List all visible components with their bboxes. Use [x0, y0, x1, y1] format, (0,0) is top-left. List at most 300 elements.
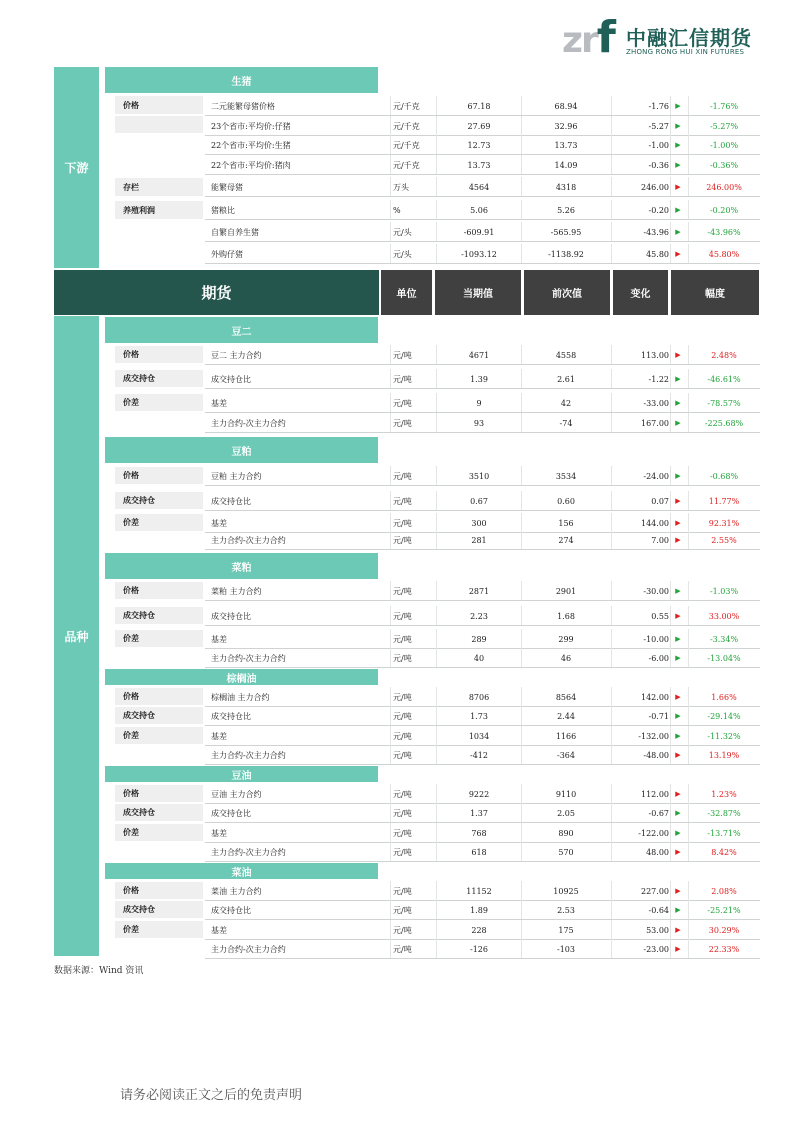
table-row: [205, 155, 760, 175]
column-divider: [390, 491, 391, 511]
column-divider: [670, 393, 671, 413]
column-divider: [670, 581, 671, 601]
column-divider: [436, 393, 437, 413]
column-divider: [521, 745, 522, 765]
current-value: 12.73: [467, 140, 491, 150]
column-divider: [521, 706, 522, 726]
row-divider: [205, 549, 760, 550]
indicator-name: 二元能繁母猪价格: [211, 101, 275, 111]
range-value: -29.14%: [707, 711, 741, 721]
previous-value: 890: [558, 828, 574, 838]
category-price: 价格: [115, 688, 203, 705]
down-flag-icon: ▶: [675, 122, 681, 130]
category-volume: 成交持仓: [115, 901, 203, 918]
change-value: 227.00: [641, 886, 669, 896]
column-divider: [688, 606, 689, 626]
indicator-name: 成交持仓比: [211, 711, 251, 721]
column-unit: 单位: [381, 270, 432, 315]
current-value: 1.39: [470, 374, 488, 384]
column-divider: [670, 345, 671, 365]
down-flag-icon: ▶: [675, 102, 681, 110]
up-flag-icon: ▶: [675, 497, 681, 505]
column-divider: [611, 784, 612, 804]
up-flag-icon: ▶: [675, 351, 681, 359]
unit-cell: 元/吨: [393, 653, 412, 663]
table-row: [205, 606, 760, 626]
section-title: 菜油: [105, 863, 378, 879]
previous-value: 0.60: [557, 496, 575, 506]
change-value: 167.00: [641, 418, 669, 428]
indicator-name: 成交持仓比: [211, 905, 251, 915]
previous-value: -1138.92: [548, 249, 584, 259]
row-divider: [205, 667, 760, 668]
column-divider: [521, 155, 522, 175]
table-row: [205, 581, 760, 601]
previous-value: 32.96: [554, 121, 578, 131]
unit-cell: 元/千克: [393, 160, 420, 170]
current-value: 5.06: [470, 205, 488, 215]
column-divider: [521, 177, 522, 197]
column-change: 变化: [613, 270, 668, 315]
current-value: 8706: [468, 692, 490, 702]
column-divider: [390, 842, 391, 862]
range-value: 45.80%: [708, 249, 740, 259]
category-price-downstream: 价格: [115, 96, 203, 114]
column-divider: [688, 629, 689, 649]
up-flag-icon: ▶: [675, 519, 681, 527]
column-divider: [688, 648, 689, 668]
column-divider: [436, 687, 437, 707]
column-previous: 前次值: [524, 270, 610, 315]
range-value: -13.71%: [707, 828, 741, 838]
unit-cell: 元/吨: [393, 905, 412, 915]
disclaimer-footer: 请务必阅读正文之后的免责声明: [120, 1088, 303, 1103]
indicator-name: 23个省市:平均价:仔猪: [211, 121, 291, 131]
range-value: -3.34%: [709, 634, 739, 644]
column-divider: [521, 116, 522, 136]
column-divider: [390, 413, 391, 433]
column-divider: [521, 369, 522, 389]
range-value: 2.08%: [711, 886, 737, 896]
column-divider: [390, 581, 391, 601]
table-row: [205, 135, 760, 155]
range-value: -1.03%: [709, 586, 739, 596]
table-row: [205, 726, 760, 746]
unit-cell: 元/吨: [393, 398, 412, 408]
column-divider: [436, 530, 437, 550]
column-divider: [390, 466, 391, 486]
column-divider: [436, 345, 437, 365]
range-value: -25.21%: [707, 905, 741, 915]
down-flag-icon: ▶: [675, 809, 681, 817]
column-divider: [521, 900, 522, 920]
column-divider: [390, 155, 391, 175]
previous-value: 14.09: [554, 160, 578, 170]
previous-value: -565.95: [550, 227, 582, 237]
range-value: -225.68%: [704, 418, 744, 428]
previous-value: 1.68: [557, 611, 575, 621]
unit-cell: 元/吨: [393, 789, 412, 799]
section-title: 菜粕: [105, 553, 378, 579]
category-volume: 成交持仓: [115, 707, 203, 724]
column-divider: [688, 413, 689, 433]
section-title: 豆油: [105, 766, 378, 782]
current-value: 618: [471, 847, 487, 857]
down-flag-icon: ▶: [675, 161, 681, 169]
up-flag-icon: ▶: [675, 887, 681, 895]
column-divider: [436, 606, 437, 626]
column-divider: [436, 581, 437, 601]
unit-cell: 元/吨: [393, 496, 412, 506]
indicator-name: 猪粮比: [211, 205, 235, 215]
column-divider: [670, 939, 671, 959]
row-divider: [205, 625, 760, 626]
column-divider: [670, 491, 671, 511]
current-value: 228: [471, 925, 487, 935]
column-divider: [390, 530, 391, 550]
up-flag-icon: ▶: [675, 612, 681, 620]
column-divider: [390, 606, 391, 626]
column-divider: [611, 648, 612, 668]
down-flag-icon: ▶: [675, 654, 681, 662]
column-divider: [611, 244, 612, 264]
table-row: [205, 920, 760, 940]
change-value: 112.00: [641, 789, 669, 799]
current-value: 67.18: [467, 101, 491, 111]
column-divider: [390, 96, 391, 116]
up-flag-icon: ▶: [675, 693, 681, 701]
column-divider: [688, 222, 689, 242]
column-divider: [611, 803, 612, 823]
unit-cell: 元/吨: [393, 535, 412, 545]
column-divider: [670, 530, 671, 550]
unit-cell: 元/吨: [393, 944, 412, 954]
column-divider: [521, 491, 522, 511]
column-divider: [670, 96, 671, 116]
column-divider: [611, 96, 612, 116]
column-divider: [688, 706, 689, 726]
table-row: [205, 369, 760, 389]
column-divider: [521, 222, 522, 242]
column-divider: [688, 116, 689, 136]
current-value: 768: [471, 828, 487, 838]
current-value: 27.69: [467, 121, 491, 131]
column-divider: [611, 706, 612, 726]
column-divider: [390, 803, 391, 823]
up-flag-icon: ▶: [675, 536, 681, 544]
column-divider: [688, 900, 689, 920]
range-value: -1.76%: [709, 101, 739, 111]
column-divider: [611, 466, 612, 486]
logo-mark: zrf: [562, 12, 614, 63]
column-divider: [436, 881, 437, 901]
up-flag-icon: ▶: [675, 926, 681, 934]
change-value: -43.96: [643, 227, 669, 237]
column-divider: [670, 369, 671, 389]
column-divider: [390, 345, 391, 365]
column-divider: [521, 784, 522, 804]
column-divider: [436, 96, 437, 116]
current-value: 4671: [468, 350, 490, 360]
range-value: -78.57%: [707, 398, 741, 408]
column-divider: [670, 842, 671, 862]
column-divider: [521, 606, 522, 626]
current-value: 1034: [468, 731, 490, 741]
column-divider: [611, 345, 612, 365]
section-title: 豆粕: [105, 437, 378, 463]
unit-cell: 元/吨: [393, 808, 412, 818]
futures-title: 期货: [201, 284, 232, 302]
current-value: -126: [470, 944, 488, 954]
indicator-name: 基差: [211, 634, 227, 644]
column-divider: [688, 881, 689, 901]
range-value: -13.04%: [707, 653, 741, 663]
change-value: -24.00: [643, 471, 669, 481]
category-price-filler: [115, 116, 203, 133]
column-divider: [390, 823, 391, 843]
column-divider: [521, 581, 522, 601]
column-divider: [390, 745, 391, 765]
current-value: 281: [471, 535, 487, 545]
company-name-en: ZHONG RONG HUI XIN FUTURES: [626, 48, 745, 56]
indicator-name: 豆粕 主力合约: [211, 471, 262, 481]
column-divider: [521, 96, 522, 116]
category-volume: 成交持仓: [115, 607, 203, 624]
indicator-name: 主力合约-次主力合约: [211, 653, 286, 663]
column-divider: [611, 939, 612, 959]
column-divider: [521, 803, 522, 823]
unit-cell: 元/吨: [393, 828, 412, 838]
column-divider: [521, 842, 522, 862]
column-divider: [611, 222, 612, 242]
current-value: 300: [471, 518, 487, 528]
unit-cell: 元/千克: [393, 121, 420, 131]
column-divider: [670, 726, 671, 746]
column-divider: [670, 823, 671, 843]
up-flag-icon: ▶: [675, 945, 681, 953]
column-divider: [521, 648, 522, 668]
up-flag-icon: ▶: [675, 250, 681, 258]
column-divider: [688, 135, 689, 155]
change-value: -0.36: [648, 160, 669, 170]
column-divider: [390, 920, 391, 940]
current-value: 289: [471, 634, 487, 644]
table-row: [205, 466, 760, 486]
down-flag-icon: ▶: [675, 375, 681, 383]
column-divider: [670, 200, 671, 220]
table-row: [205, 687, 760, 707]
indicator-name: 能繁母猪: [211, 182, 243, 192]
category-basis: 价差: [115, 727, 203, 744]
column-divider: [688, 177, 689, 197]
column-divider: [390, 939, 391, 959]
unit-cell: %: [393, 205, 401, 215]
column-divider: [688, 369, 689, 389]
change-value: 246.00: [641, 182, 669, 192]
unit-cell: 万头: [393, 182, 409, 192]
column-divider: [611, 530, 612, 550]
column-divider: [611, 726, 612, 746]
row-divider: [205, 958, 760, 959]
table-row: [205, 222, 760, 242]
column-divider: [390, 200, 391, 220]
table-row: [205, 244, 760, 264]
column-divider: [670, 803, 671, 823]
previous-value: 46: [560, 653, 572, 663]
column-divider: [611, 491, 612, 511]
indicator-name: 主力合约-次主力合约: [211, 418, 286, 428]
column-divider: [688, 466, 689, 486]
column-divider: [521, 629, 522, 649]
indicator-name: 主力合约-次主力合约: [211, 847, 286, 857]
section-title: 棕榈油: [105, 669, 378, 685]
column-divider: [390, 726, 391, 746]
indicator-name: 棕榈油 主力合约: [211, 692, 270, 702]
column-divider: [436, 200, 437, 220]
column-divider: [670, 687, 671, 707]
range-value: 1.66%: [711, 692, 737, 702]
unit-cell: 元/吨: [393, 518, 412, 528]
current-value: 40: [473, 653, 485, 663]
table-row: [205, 413, 760, 433]
table-row: [205, 784, 760, 804]
previous-value: -364: [557, 750, 575, 760]
column-divider: [688, 803, 689, 823]
category-volume: 成交持仓: [115, 370, 203, 387]
change-value: -122.00: [638, 828, 669, 838]
category-price: 价格: [115, 785, 203, 802]
previous-value: 2901: [555, 586, 577, 596]
column-divider: [521, 393, 522, 413]
column-divider: [670, 244, 671, 264]
column-divider: [611, 900, 612, 920]
down-flag-icon: ▶: [675, 712, 681, 720]
column-divider: [521, 345, 522, 365]
up-flag-icon: ▶: [675, 183, 681, 191]
current-value: -1093.12: [461, 249, 497, 259]
change-value: -132.00: [638, 731, 669, 741]
column-divider: [436, 939, 437, 959]
table-row: [205, 530, 760, 550]
column-divider: [390, 177, 391, 197]
previous-value: 299: [558, 634, 574, 644]
column-divider: [688, 345, 689, 365]
category-price: 价格: [115, 582, 203, 599]
section-title-hog: 生猪: [105, 67, 378, 93]
current-value: 9: [476, 398, 482, 408]
column-divider: [436, 413, 437, 433]
category-price: 价格: [115, 346, 203, 363]
row-divider: [205, 263, 760, 264]
table-row: [205, 706, 760, 726]
column-divider: [670, 920, 671, 940]
table-row: [205, 939, 760, 959]
table-row: [205, 200, 760, 220]
column-divider: [436, 491, 437, 511]
column-divider: [688, 393, 689, 413]
column-divider: [436, 369, 437, 389]
unit-cell: 元/吨: [393, 611, 412, 621]
column-divider: [670, 222, 671, 242]
category-inventory: 存栏: [115, 178, 203, 196]
change-value: -1.00: [648, 140, 669, 150]
down-flag-icon: ▶: [675, 141, 681, 149]
column-divider: [611, 155, 612, 175]
unit-cell: 元/吨: [393, 586, 412, 596]
down-flag-icon: ▶: [675, 472, 681, 480]
indicator-name: 22个省市:平均价:生猪: [211, 140, 291, 150]
column-divider: [436, 745, 437, 765]
column-divider: [436, 784, 437, 804]
column-divider: [670, 413, 671, 433]
indicator-name: 豆二 主力合约: [211, 350, 262, 360]
current-value: 93: [473, 418, 485, 428]
up-flag-icon: ▶: [675, 848, 681, 856]
column-divider: [611, 687, 612, 707]
column-divider: [688, 581, 689, 601]
table-row: [205, 803, 760, 823]
row-divider: [205, 241, 760, 242]
category-price: 价格: [115, 467, 203, 484]
unit-cell: 元/吨: [393, 847, 412, 857]
previous-value: 2.61: [557, 374, 575, 384]
indicator-name: 基差: [211, 731, 227, 741]
range-value: 33.00%: [708, 611, 740, 621]
row-divider: [205, 174, 760, 175]
range-value: 30.29%: [708, 925, 740, 935]
column-divider: [688, 842, 689, 862]
down-flag-icon: ▶: [675, 399, 681, 407]
column-divider: [390, 629, 391, 649]
down-flag-icon: ▶: [675, 829, 681, 837]
indicator-name: 22个省市:平均价:猪肉: [211, 160, 291, 170]
change-value: 7.00: [651, 535, 669, 545]
column-divider: [521, 413, 522, 433]
column-divider: [670, 648, 671, 668]
change-value: -10.00: [643, 634, 669, 644]
change-value: 142.00: [641, 692, 669, 702]
unit-cell: 元/吨: [393, 692, 412, 702]
unit-cell: 元/千克: [393, 140, 420, 150]
column-divider: [688, 745, 689, 765]
column-divider: [436, 823, 437, 843]
unit-cell: 元/吨: [393, 925, 412, 935]
column-divider: [390, 393, 391, 413]
row-divider: [205, 219, 760, 220]
column-divider: [436, 920, 437, 940]
previous-value: 156: [558, 518, 574, 528]
indicator-name: 成交持仓比: [211, 808, 251, 818]
section-title: 豆二: [105, 317, 378, 343]
column-divider: [611, 920, 612, 940]
unit-cell: 元/头: [393, 249, 412, 259]
category-profit: 养殖利润: [115, 201, 203, 219]
previous-value: 175: [558, 925, 574, 935]
column-divider: [521, 200, 522, 220]
range-value: 2.55%: [711, 535, 737, 545]
change-value: 48.00: [646, 847, 669, 857]
column-divider: [521, 135, 522, 155]
indicator-name: 豆油 主力合约: [211, 789, 262, 799]
row-divider: [205, 510, 760, 511]
category-basis: 价差: [115, 921, 203, 938]
current-value: 2871: [468, 586, 490, 596]
category-basis: 价差: [115, 630, 203, 647]
change-value: -1.76: [648, 101, 669, 111]
variety-band: 品种: [54, 316, 99, 956]
table-row: [205, 393, 760, 413]
category-price: 价格: [115, 882, 203, 899]
